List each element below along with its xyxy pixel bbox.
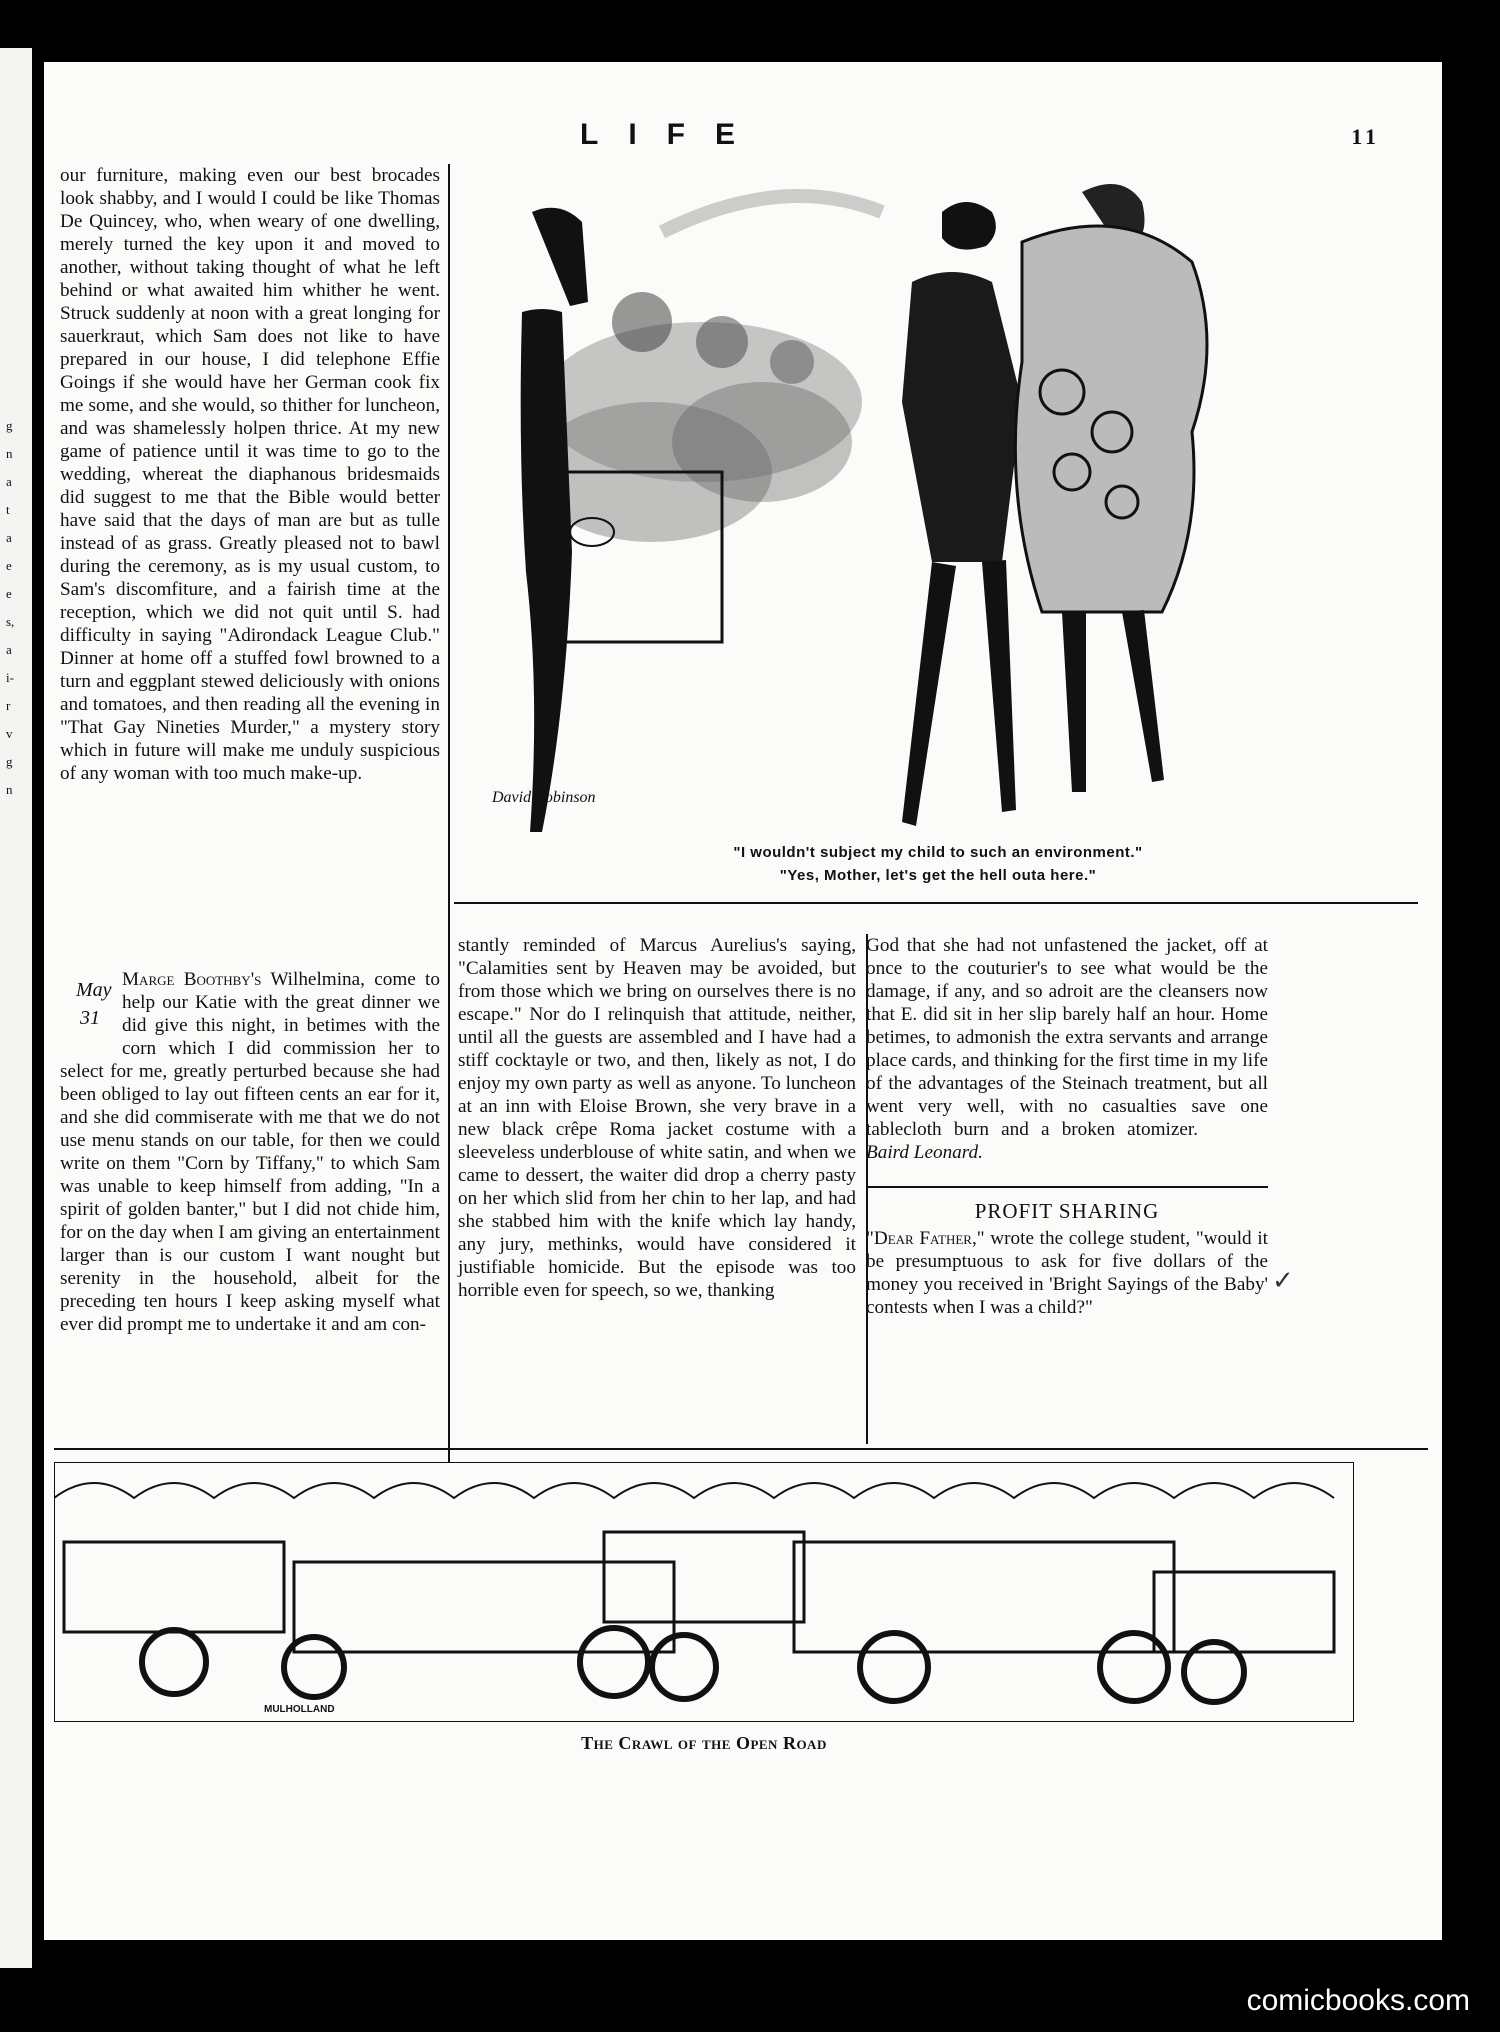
page-number: 11 — [1351, 124, 1380, 149]
diary-entry-may-31 — [60, 968, 440, 1336]
column-1-text: our furniture, making even our best brocades look shabby, and I would I could be like Thomas De Quincey, who, when weary of one dwelling, merely turned the key upon it and moved to another, without taking thought of what he left behind or what awaited him whither he went. Struck suddenly at noon with a great longing for sauerkraut, which Sam does not like to have prepared in our house, I did telephone Effie Goings if she would have her German cook fix me some, and she would, so thither for luncheon, and was shamelessly holpen thrice. At my new game of patience until it was time to go to the wedding, whereat the diaphanous bridesmaids did suggest to me that the Bible would better have said that the days of man are but as tulle instead of as grass. Greatly pleased not to bawl during the ceremony, as is my usual custom, to Sam's discomfiture, and a fairish time at the reception, which we did not quit until S. had difficulty in saying "Adirondack League Club." Dinner at home off a stuffed fowl browned to a turn and eggplant stewed deliciously with onions and tomatoes, and then reading all the evening in "That Gay Nineties Murder," a mystery story which in future will make me unduly suspicious of any woman with too much make-up. — [60, 165, 440, 784]
top-cartoon-signature: David Robinson — [492, 789, 596, 806]
horizontal-rule-bottom — [54, 1448, 1428, 1450]
facing-page-fragment: s, — [6, 614, 15, 629]
date-day: 31 — [80, 1007, 100, 1029]
author-signature: Baird Leonard. — [866, 1142, 983, 1163]
top-cartoon-caption-line2: "Yes, Mother, let's get the hell outa here." — [779, 867, 1097, 884]
column-rule — [448, 164, 450, 1544]
magazine-page — [44, 62, 1442, 1940]
bottom-cartoon-caption-text: The Crawl of the Open Road — [581, 1733, 827, 1753]
section-rule — [866, 1186, 1268, 1188]
entry-text: Wilhelmina, come to help our Katie with the great dinner we did give this night, in betimes with the corn which I did commission her to select for me, greatly perturbed because she had been obliged to lay out fifteen cents an ear for it, and she did commiserate with me that we do not use menu stands on our table, for then we could write on them "Corn by Tiffany," to which Sam was unable to keep himself from adding, "In a spirit of golden banter," but I did not chide him, for on the day when I am giving an entertainment larger than is our custom I want nought but serenity in the household, albeit for the preceding ten hours I keep asking myself what ever did prompt me to undertake it and am con- — [60, 969, 440, 1335]
profit-sharing-heading: PROFIT SHARING — [974, 1198, 1160, 1223]
column-3-text: God that she had not unfastened the jacket, off at once to the couturier's to see what would be the damage, if any, and so adroit are the cleansers now that E. did sit in her slip barely half an hour. Home betimes, to admonish the extra servants and arrange place cards, and thinking for the first time in my life of the advantages of the Steinach treatment, but all went very well, with no casualties save one tablecloth burn and a broken atomizer. — [866, 935, 1268, 1140]
facing-page-fragment: r — [6, 698, 11, 713]
facing-page-fragment: i- — [6, 670, 14, 685]
facing-page-fragment: a — [6, 642, 12, 657]
facing-page-fragment: a — [6, 474, 12, 489]
bottom-cartoon-caption — [54, 1732, 1354, 1755]
facing-page-fragment: e — [6, 586, 12, 601]
facing-page-fragment: g — [6, 754, 13, 769]
facing-page-fragment: e — [6, 558, 12, 573]
facing-page-edge — [0, 48, 32, 1968]
top-cartoon-caption — [462, 841, 1414, 887]
facing-page-fragment: v — [6, 726, 13, 741]
entry-lead: Marge Boothby's — [122, 969, 262, 990]
facing-page-fragment: n — [6, 446, 13, 461]
date-marker — [60, 968, 122, 1058]
facing-page-fragment: a — [6, 530, 12, 545]
top-cartoon-caption-line1: "I wouldn't subject my child to such an environment." — [733, 844, 1143, 861]
column-1 — [60, 164, 440, 785]
profit-text: wrote the college student, "would it be presumptuous to ask for five dollars of the money you received in 'Bright Sayings of the Baby' contests when I was a child?" — [866, 1227, 1268, 1318]
bottom-cartoon — [54, 1462, 1354, 1722]
column-2 — [458, 934, 856, 1302]
footer-watermark: comicbooks.com — [1246, 1984, 1470, 2017]
facing-page-fragment: g — [6, 418, 13, 433]
masthead: LIFE — [580, 118, 765, 151]
column-3 — [866, 934, 1268, 1319]
facing-page-fragment: n — [6, 782, 13, 797]
profit-lead: "Dear Father," — [866, 1227, 985, 1249]
column-2-text: stantly reminded of Marcus Aurelius's saying, "Calamities sent by Heaven may be avoided, but from those which we bring on ourselves there is no escape." Nor do I relinquish that attitude, neither, until all the guests are assembled and I have had a stiff cocktayle or two, and then, likely as not, I do enjoy my own party as well as anyone. To luncheon at an inn with Eloise Brown, she very brave in a new black crêpe Roma jacket costume with a sleeveless underblouse of white satin, and when we came to dessert, the waiter did drop a cherry pasty on her which slid from her chin to her lap, and had she stabbed him with the knife which lay handy, any jury, methinks, would have considered it justifiable homicide. But the episode was too horrible even for speech, so we, thanking — [458, 935, 856, 1301]
horizontal-rule-mid — [454, 902, 1418, 904]
bottom-cartoon-signature: MULHOLLAND — [264, 1704, 335, 1715]
checkmark: ✓ — [1272, 1266, 1294, 1295]
date-month: May — [76, 979, 112, 1001]
facing-page-fragment: t — [6, 502, 10, 517]
top-cartoon — [462, 172, 1414, 872]
